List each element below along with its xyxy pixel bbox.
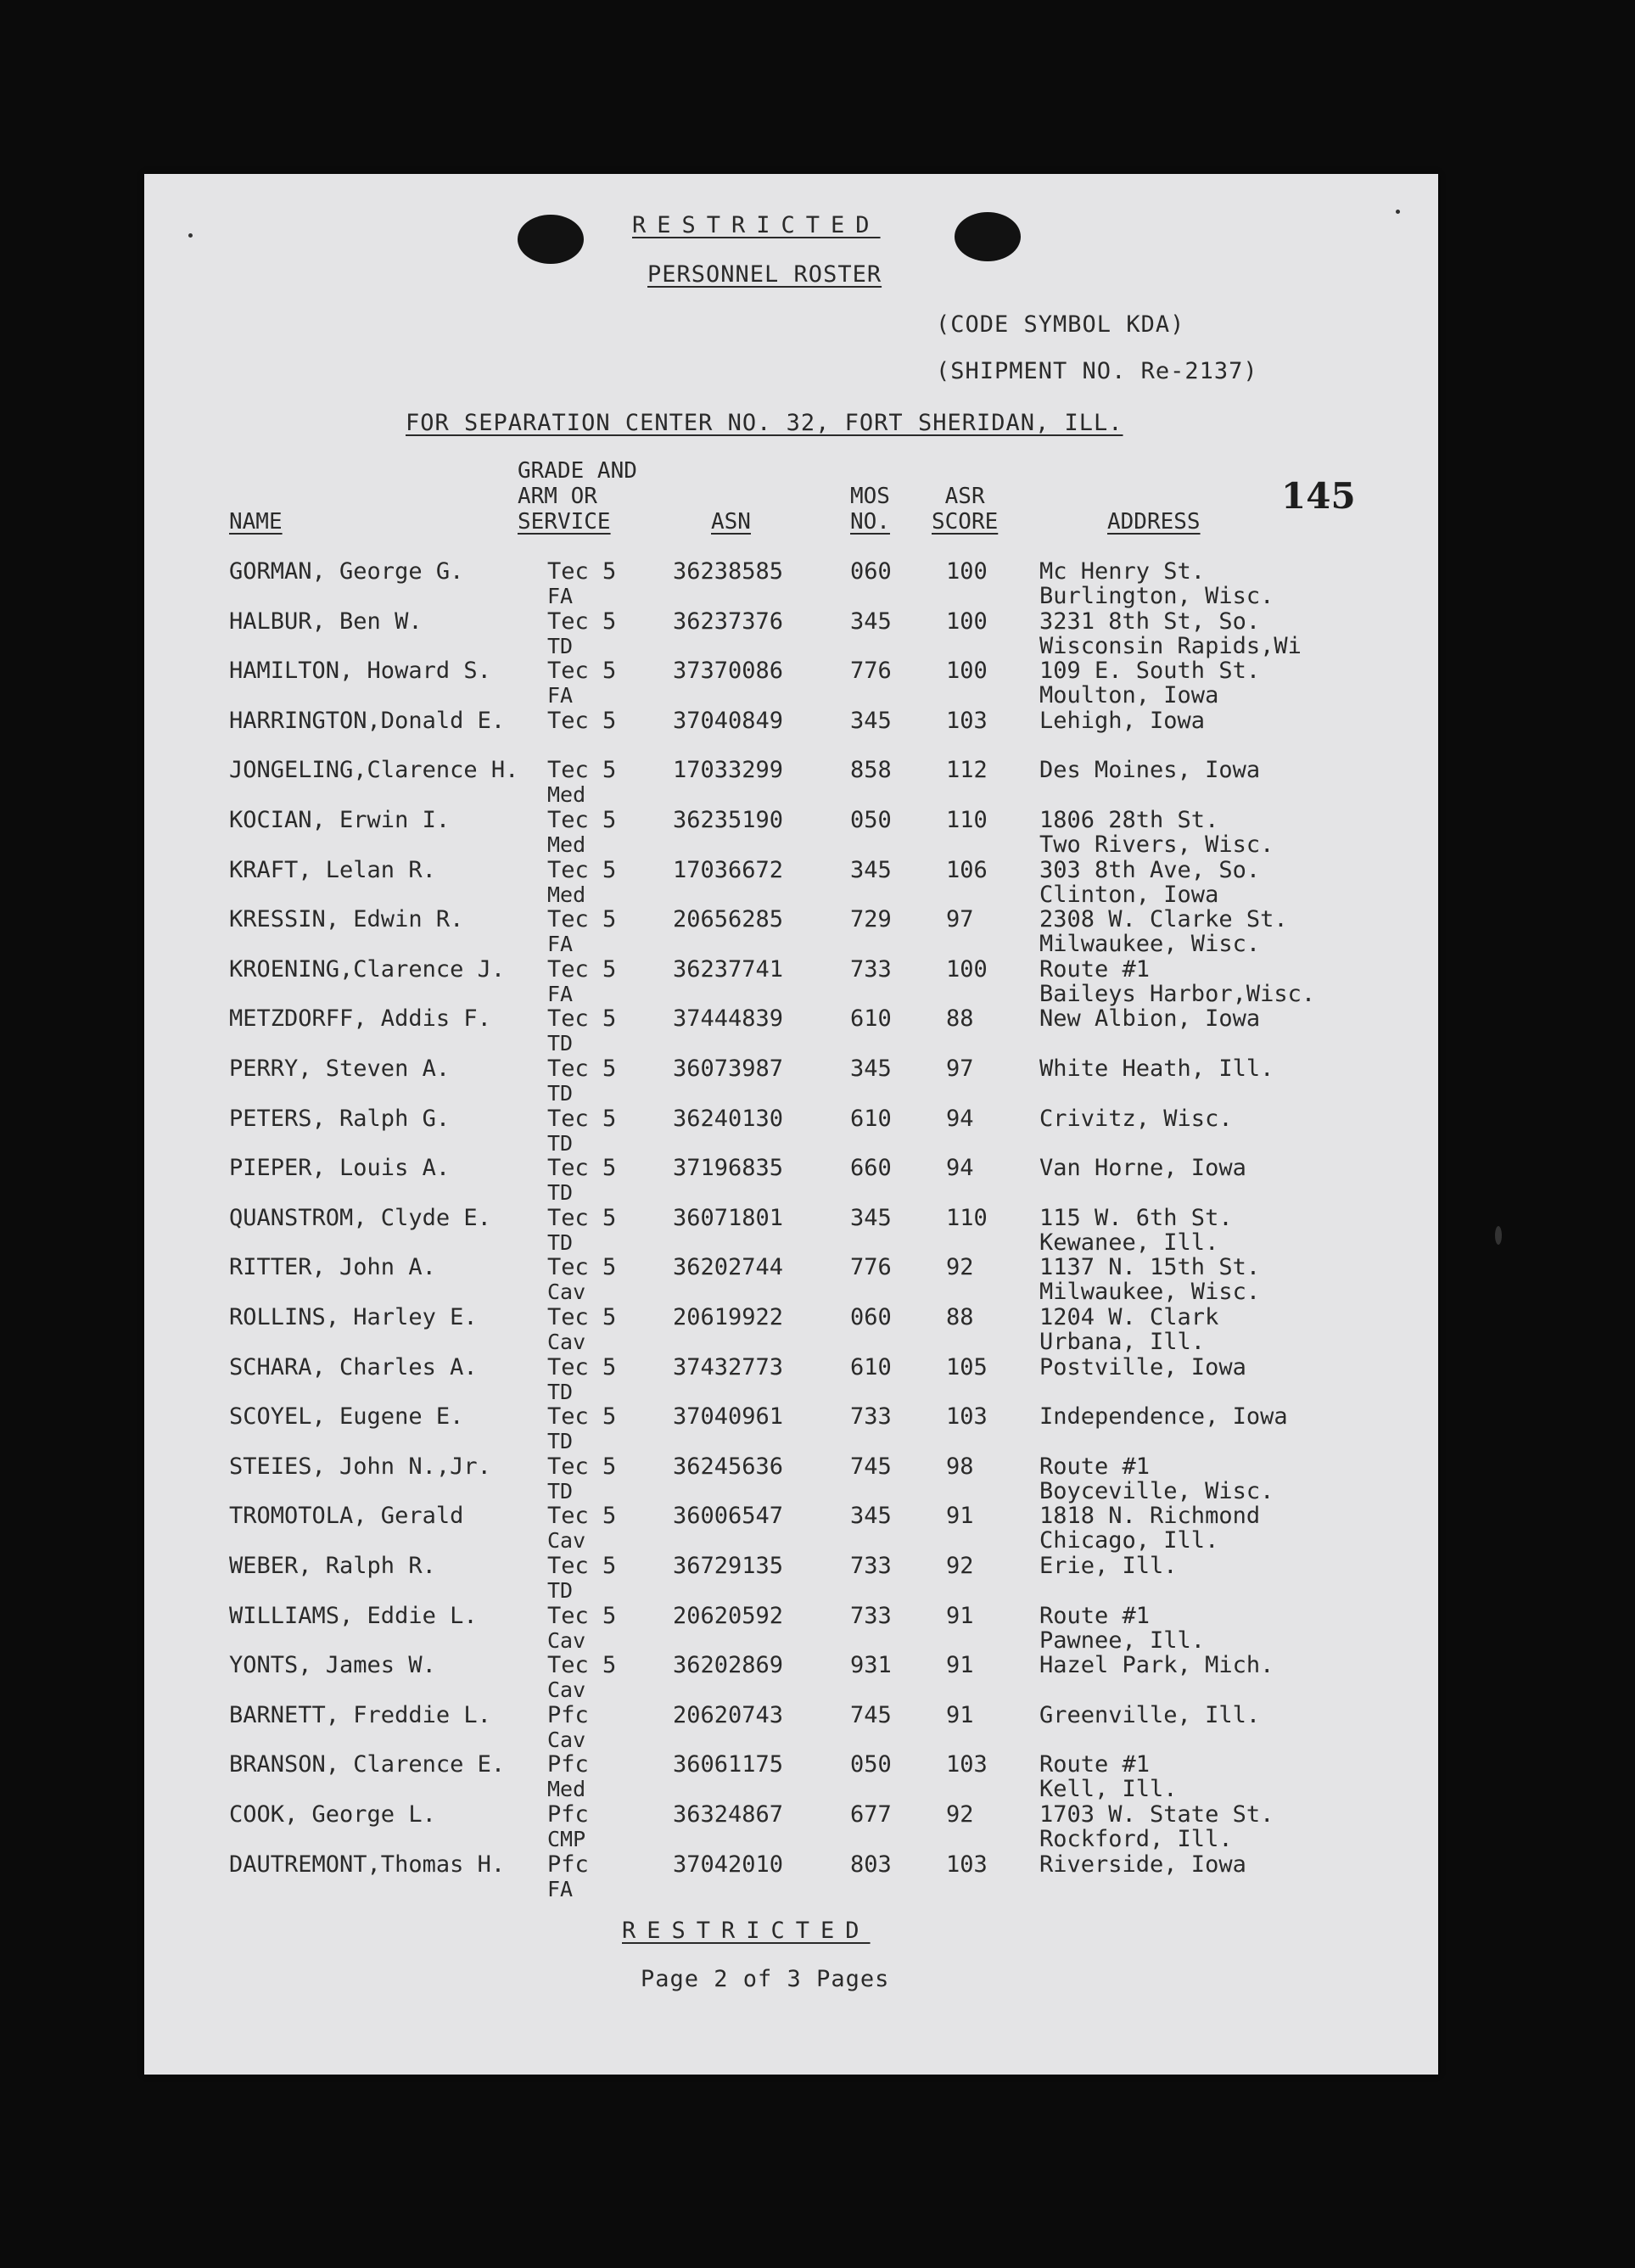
roster-name: KOCIAN, Erwin I. — [229, 807, 451, 833]
roster-address-line1: 303 8th Ave, So. — [1039, 856, 1261, 883]
table-row — [144, 1304, 1438, 1353]
roster-address-line1: Route #1 — [1039, 1453, 1151, 1480]
roster-asr-score: 100 — [946, 955, 988, 983]
roster-grade: Tec 5 — [547, 1652, 617, 1679]
roster-address-line2: Chicago, Ill. — [1039, 1527, 1219, 1554]
roster-address-line2: Rockford, Ill. — [1039, 1826, 1233, 1852]
roster-grade: Tec 5 — [547, 558, 617, 585]
col-mos-header-line1: MOS — [850, 484, 890, 509]
roster-arm-service: TD — [547, 633, 574, 658]
roster-mos-number: 776 — [850, 658, 892, 685]
roster-asn: 17036672 — [673, 856, 784, 883]
roster-address-line1: Van Horne, Iowa — [1039, 1155, 1246, 1182]
roster-name: SCHARA, Charles A. — [229, 1353, 478, 1380]
page-indicator: Page 2 of 3 Pages — [641, 1966, 890, 1992]
roster-arm-service: TD — [547, 1429, 574, 1454]
roster-asr-score: 91 — [946, 1503, 974, 1530]
roster-address-line1: Erie, Ill. — [1039, 1553, 1178, 1579]
punch-hole-right — [955, 212, 1021, 261]
roster-name: KROENING,Clarence J. — [229, 955, 506, 983]
roster-grade: Tec 5 — [547, 1553, 617, 1579]
roster-asn: 36324867 — [673, 1801, 784, 1828]
col-address-header: ADDRESS — [1107, 509, 1201, 535]
table-row — [144, 1801, 1438, 1851]
roster-address-line2: Moulton, Iowa — [1039, 682, 1219, 709]
col-grade-header-line3: SERVICE — [518, 509, 611, 535]
table-row — [144, 956, 1438, 1005]
roster-grade: Tec 5 — [547, 856, 617, 883]
roster-address-line1: 1137 N. 15th St. — [1039, 1254, 1261, 1281]
table-row — [144, 1652, 1438, 1701]
roster-asr-score: 94 — [946, 1105, 974, 1132]
roster-arm-service: Cav — [547, 1280, 586, 1305]
roster-arm-service: Med — [547, 782, 586, 808]
roster-asr-score: 91 — [946, 1701, 974, 1728]
roster-arm-service: Cav — [547, 1627, 586, 1653]
table-row — [144, 906, 1438, 958]
roster-mos-number: 745 — [850, 1453, 892, 1480]
roster-asn: 20620743 — [673, 1701, 784, 1728]
roster-asn: 36245636 — [673, 1453, 784, 1480]
roster-arm-service: TD — [547, 1081, 574, 1106]
roster-grade: Tec 5 — [547, 1105, 617, 1132]
roster-mos-number: 733 — [850, 1403, 892, 1431]
shipment-number: (SHIPMENT NO. Re-2137) — [936, 358, 1258, 384]
table-row — [144, 857, 1438, 906]
roster-mos-number: 050 — [850, 1751, 892, 1778]
roster-name: TROMOTOLA, Gerald — [229, 1503, 464, 1530]
table-row — [144, 1553, 1438, 1602]
roster-asr-score: 91 — [946, 1652, 974, 1679]
roster-mos-number: 776 — [850, 1254, 892, 1281]
roster-mos-number: 345 — [850, 1503, 892, 1530]
roster-name: HARRINGTON,Donald E. — [229, 707, 506, 734]
roster-asn: 37196835 — [673, 1155, 784, 1182]
roster-asr-score: 92 — [946, 1553, 974, 1579]
table-row — [144, 1005, 1438, 1055]
roster-address-line1: White Heath, Ill. — [1039, 1056, 1274, 1082]
roster-grade: Tec 5 — [547, 1005, 617, 1033]
roster-grade: Tec 5 — [547, 1453, 617, 1480]
roster-title: PERSONNEL ROSTER — [647, 261, 882, 288]
roster-asr-score: 112 — [946, 757, 988, 784]
roster-address-line1: 3231 8th St, So. — [1039, 608, 1261, 635]
roster-asn: 36235190 — [673, 807, 784, 833]
col-grade-header-line1: GRADE AND — [518, 458, 637, 484]
paper-speck — [1396, 210, 1400, 214]
roster-asn: 37040849 — [673, 707, 784, 734]
table-row — [144, 1751, 1438, 1803]
roster-asn: 36071801 — [673, 1204, 784, 1231]
roster-arm-service: Cav — [547, 1330, 586, 1354]
table-row — [144, 757, 1438, 806]
roster-arm-service: TD — [547, 1379, 574, 1404]
col-asn-header: ASN — [711, 509, 751, 535]
table-row — [144, 558, 1438, 608]
table-row — [144, 1453, 1438, 1503]
roster-address-line1: Lehigh, Iowa — [1039, 707, 1206, 734]
roster-address-line1: Mc Henry St. — [1039, 558, 1206, 585]
roster-asn: 36238585 — [673, 558, 784, 585]
roster-asr-score: 103 — [946, 1851, 988, 1878]
separation-center-line: FOR SEPARATION CENTER NO. 32, FORT SHERIDAN, ILL. — [406, 410, 1123, 436]
roster-grade: Tec 5 — [547, 1254, 617, 1281]
document-page — [144, 174, 1438, 2075]
roster-grade: Pfc — [547, 1751, 589, 1778]
roster-address-line2: Pawnee, Ill. — [1039, 1627, 1206, 1654]
roster-asn: 37432773 — [673, 1353, 784, 1380]
roster-mos-number: 060 — [850, 1304, 892, 1330]
roster-arm-service: TD — [547, 1578, 574, 1603]
roster-asr-score: 100 — [946, 558, 988, 585]
roster-address-line1: 1818 N. Richmond — [1039, 1503, 1261, 1530]
roster-arm-service: Med — [547, 832, 586, 857]
roster-mos-number: 677 — [850, 1801, 892, 1828]
roster-asr-score: 91 — [946, 1602, 974, 1629]
roster-name: PETERS, Ralph G. — [229, 1105, 451, 1132]
roster-arm-service: TD — [547, 1229, 574, 1255]
roster-mos-number: 345 — [850, 856, 892, 883]
roster-grade: Tec 5 — [547, 906, 617, 933]
roster-name: BRANSON, Clarence E. — [229, 1751, 506, 1778]
col-grade-header-line2: ARM OR — [518, 484, 597, 509]
roster-name: DAUTREMONT,Thomas H. — [229, 1851, 506, 1878]
roster-name: PERRY, Steven A. — [229, 1056, 451, 1082]
roster-address-line1: Independence, Iowa — [1039, 1403, 1288, 1431]
roster-asr-score: 98 — [946, 1453, 974, 1480]
roster-name: WILLIAMS, Eddie L. — [229, 1602, 478, 1629]
col-asr-header — [932, 484, 998, 535]
roster-asr-score: 103 — [946, 1751, 988, 1778]
roster-asr-score: 105 — [946, 1353, 988, 1380]
roster-asr-score: 97 — [946, 1056, 974, 1082]
roster-address-line2: Burlington, Wisc. — [1039, 583, 1274, 609]
roster-mos-number: 733 — [850, 955, 892, 983]
roster-asn: 36061175 — [673, 1751, 784, 1778]
roster-name: WEBER, Ralph R. — [229, 1553, 436, 1579]
roster-address-line2: Milwaukee, Wisc. — [1039, 931, 1261, 958]
roster-asr-score: 92 — [946, 1801, 974, 1828]
roster-mos-number: 345 — [850, 1204, 892, 1231]
roster-mos-number: 733 — [850, 1553, 892, 1579]
code-symbol: (CODE SYMBOL KDA) — [936, 311, 1185, 338]
roster-address-line2: Urbana, Ill. — [1039, 1329, 1206, 1355]
col-name-header: NAME — [229, 509, 283, 535]
roster-grade: Pfc — [547, 1701, 589, 1728]
classification-top: RESTRICTED — [632, 212, 881, 238]
roster-name: RITTER, John A. — [229, 1254, 436, 1281]
table-row — [144, 1403, 1438, 1453]
roster-grade: Pfc — [547, 1851, 589, 1878]
roster-address-line2: Two Rivers, Wisc. — [1039, 832, 1274, 858]
roster-address-line1: 115 W. 6th St. — [1039, 1204, 1233, 1231]
col-asr-header-line2: SCORE — [932, 509, 999, 535]
roster-grade: Tec 5 — [547, 1403, 617, 1431]
roster-asn: 37040961 — [673, 1403, 784, 1431]
roster-address-line1: 2308 W. Clarke St. — [1039, 906, 1288, 933]
roster-address-line1: Hazel Park, Mich. — [1039, 1652, 1274, 1679]
roster-name: JONGELING,Clarence H. — [229, 757, 519, 784]
roster-grade: Pfc — [547, 1801, 589, 1828]
col-mos-header — [850, 484, 890, 535]
roster-address-line1: New Albion, Iowa — [1039, 1005, 1261, 1033]
roster-grade: Tec 5 — [547, 955, 617, 983]
roster-asr-score: 94 — [946, 1155, 974, 1182]
roster-arm-service: TD — [547, 1130, 574, 1156]
roster-mos-number: 345 — [850, 707, 892, 734]
roster-asn: 36006547 — [673, 1503, 784, 1530]
roster-mos-number: 745 — [850, 1701, 892, 1728]
roster-address-line1: Route #1 — [1039, 1602, 1151, 1629]
roster-arm-service: CMP — [547, 1827, 586, 1851]
roster-address-line1: 109 E. South St. — [1039, 658, 1261, 685]
roster-name: KRAFT, Lelan R. — [229, 856, 436, 883]
roster-name: METZDORFF, Addis F. — [229, 1005, 491, 1033]
roster-arm-service: TD — [547, 1478, 574, 1504]
roster-grade: Tec 5 — [547, 1602, 617, 1629]
roster-address-line2: Kell, Ill. — [1039, 1776, 1178, 1803]
roster-asn: 37042010 — [673, 1851, 784, 1878]
roster-address-line2: Milwaukee, Wisc. — [1039, 1279, 1261, 1306]
table-row — [144, 807, 1438, 856]
roster-asn: 36729135 — [673, 1553, 784, 1579]
roster-asn: 36240130 — [673, 1105, 784, 1132]
roster-asr-score: 100 — [946, 608, 988, 635]
col-grade-header — [518, 458, 637, 535]
roster-name: QUANSTROM, Clyde E. — [229, 1204, 491, 1231]
roster-address-line2: Clinton, Iowa — [1039, 881, 1219, 908]
roster-name: ROLLINS, Harley E. — [229, 1304, 478, 1330]
table-row — [144, 1354, 1438, 1403]
roster-address-line2: Boyceville, Wisc. — [1039, 1477, 1274, 1504]
roster-address-line1: 1703 W. State St. — [1039, 1801, 1274, 1828]
roster-mos-number: 803 — [850, 1851, 892, 1878]
table-row — [144, 1702, 1438, 1751]
roster-mos-number: 610 — [850, 1105, 892, 1132]
roster-asn: 20656285 — [673, 906, 784, 933]
col-asr-header-line1: ASR — [944, 484, 985, 509]
roster-grade: Tec 5 — [547, 1155, 617, 1182]
roster-mos-number: 729 — [850, 906, 892, 933]
roster-asn: 36073987 — [673, 1056, 784, 1082]
roster-mos-number: 050 — [850, 807, 892, 833]
table-row — [144, 1106, 1438, 1155]
table-row — [144, 1254, 1438, 1306]
roster-arm-service: Cav — [547, 1677, 586, 1703]
table-row — [144, 1205, 1438, 1254]
roster-name: PIEPER, Louis A. — [229, 1155, 451, 1182]
roster-arm-service: Med — [547, 882, 586, 907]
roster-grade: Tec 5 — [547, 1304, 617, 1330]
roster-address-line1: Des Moines, Iowa — [1039, 757, 1261, 784]
roster-asr-score: 103 — [946, 1403, 988, 1431]
roster-asr-score: 88 — [946, 1304, 974, 1330]
roster-address-line2: Wisconsin Rapids,Wi — [1039, 632, 1302, 659]
table-row — [144, 1155, 1438, 1204]
roster-address-line1: Postville, Iowa — [1039, 1353, 1246, 1380]
table-row — [144, 608, 1438, 658]
roster-arm-service: TD — [547, 1180, 574, 1206]
roster-grade: Tec 5 — [547, 608, 617, 635]
roster-arm-service: Cav — [547, 1528, 586, 1554]
table-row — [144, 1851, 1438, 1901]
stamped-page-number: 145 — [1281, 475, 1356, 517]
roster-asn: 37370086 — [673, 658, 784, 685]
roster-address-line1: Route #1 — [1039, 1751, 1151, 1778]
roster-asr-score: 110 — [946, 807, 988, 833]
roster-address-line2: Kewanee, Ill. — [1039, 1229, 1219, 1256]
roster-name: COOK, George L. — [229, 1801, 436, 1828]
roster-mos-number: 345 — [850, 1056, 892, 1082]
roster-name: HAMILTON, Howard S. — [229, 658, 491, 685]
roster-name: STEIES, John N.,Jr. — [229, 1453, 491, 1480]
roster-name: GORMAN, George G. — [229, 558, 464, 585]
roster-asn: 36237741 — [673, 955, 784, 983]
roster-asn: 20620592 — [673, 1602, 784, 1629]
roster-grade: Tec 5 — [547, 1056, 617, 1082]
roster-asn: 36237376 — [673, 608, 784, 635]
roster-asr-score: 103 — [946, 707, 988, 734]
roster-name: BARNETT, Freddie L. — [229, 1701, 491, 1728]
roster-address-line1: Riverside, Iowa — [1039, 1851, 1246, 1878]
table-row — [144, 708, 1438, 757]
roster-asr-score: 110 — [946, 1204, 988, 1231]
table-row — [144, 1056, 1438, 1105]
roster-grade: Tec 5 — [547, 807, 617, 833]
roster-address-line1: Crivitz, Wisc. — [1039, 1105, 1233, 1132]
roster-mos-number: 931 — [850, 1652, 892, 1679]
roster-mos-number: 610 — [850, 1353, 892, 1380]
table-row — [144, 658, 1438, 707]
roster-mos-number: 858 — [850, 757, 892, 784]
roster-mos-number: 660 — [850, 1155, 892, 1182]
roster-arm-service: Med — [547, 1777, 586, 1802]
col-mos-header-line2: NO. — [850, 509, 890, 535]
roster-grade: Tec 5 — [547, 757, 617, 784]
roster-grade: Tec 5 — [547, 1503, 617, 1530]
roster-arm-service: FA — [547, 683, 574, 708]
roster-grade: Tec 5 — [547, 707, 617, 734]
roster-asr-score: 97 — [946, 906, 974, 933]
roster-grade: Tec 5 — [547, 658, 617, 685]
roster-asn: 17033299 — [673, 757, 784, 784]
roster-asn: 36202744 — [673, 1254, 784, 1281]
roster-mos-number: 610 — [850, 1005, 892, 1033]
roster-arm-service: FA — [547, 932, 574, 957]
roster-arm-service: FA — [547, 1876, 574, 1901]
roster-address-line1: 1806 28th St. — [1039, 807, 1219, 833]
classification-bottom: RESTRICTED — [622, 1918, 871, 1944]
roster-grade: Tec 5 — [547, 1353, 617, 1380]
roster-name: SCOYEL, Eugene E. — [229, 1403, 464, 1431]
roster-arm-service: FA — [547, 981, 574, 1006]
roster-mos-number: 345 — [850, 608, 892, 635]
roster-asn: 20619922 — [673, 1304, 784, 1330]
roster-name: YONTS, James W. — [229, 1652, 436, 1679]
roster-grade: Tec 5 — [547, 1204, 617, 1231]
roster-asr-score: 92 — [946, 1254, 974, 1281]
paper-speck — [188, 233, 193, 238]
roster-name: HALBUR, Ben W. — [229, 608, 423, 635]
roster-arm-service: Cav — [547, 1727, 586, 1752]
roster-address-line1: 1204 W. Clark — [1039, 1304, 1219, 1330]
roster-mos-number: 060 — [850, 558, 892, 585]
roster-mos-number: 733 — [850, 1602, 892, 1629]
roster-asr-score: 106 — [946, 856, 988, 883]
table-row — [144, 1503, 1438, 1552]
roster-asr-score: 88 — [946, 1005, 974, 1033]
roster-arm-service: TD — [547, 1031, 574, 1056]
paper-speck — [1495, 1226, 1502, 1245]
punch-hole-left — [518, 215, 584, 264]
roster-address-line2: Baileys Harbor,Wisc. — [1039, 980, 1316, 1007]
roster-address-line1: Greenville, Ill. — [1039, 1701, 1261, 1728]
roster-asn: 36202869 — [673, 1652, 784, 1679]
roster-address-line1: Route #1 — [1039, 955, 1151, 983]
roster-name: KRESSIN, Edwin R. — [229, 906, 464, 933]
table-row — [144, 1603, 1438, 1652]
roster-arm-service: FA — [547, 584, 574, 608]
roster-asn: 37444839 — [673, 1005, 784, 1033]
roster-asr-score: 100 — [946, 658, 988, 685]
